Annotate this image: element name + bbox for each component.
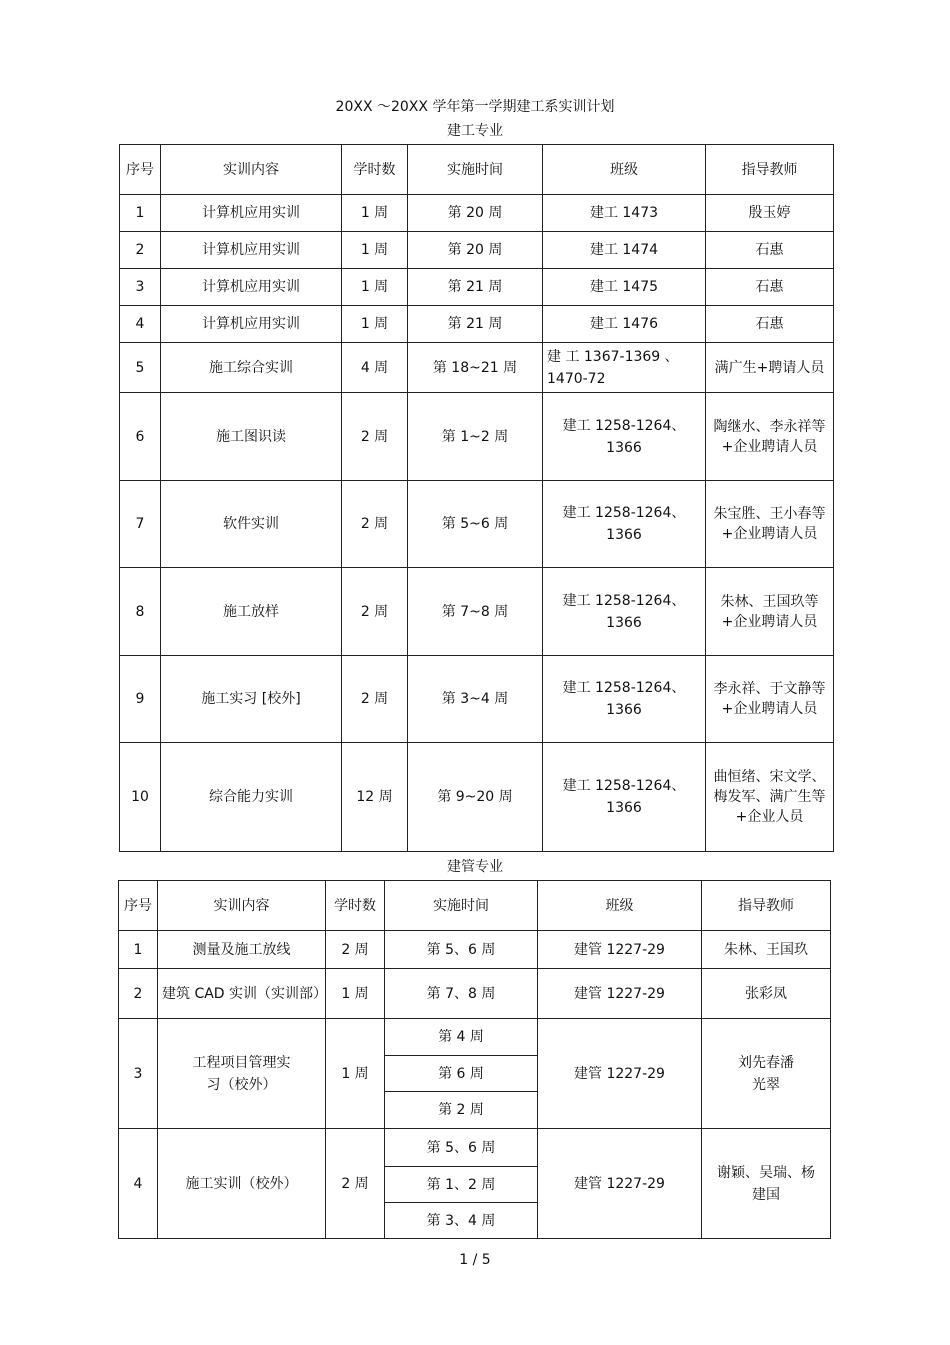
cell-teacher: 殷玉婷: [706, 195, 834, 232]
cell-time: 第 21 周: [408, 306, 543, 343]
cell-class: 建管 1227-29: [538, 1019, 702, 1129]
cell-teacher: 满广生+聘请人员: [706, 343, 834, 393]
table-row: [120, 568, 834, 656]
cell-content: 软件实训: [161, 481, 342, 568]
cell-teacher: 曲恒绪、宋文学、梅发军、满广生等+企业人员: [706, 743, 834, 852]
table-row: [120, 656, 834, 743]
table-row: [120, 306, 834, 343]
table-row: [120, 393, 834, 481]
cell-class: 建 工 1367-1369 、1470-72: [543, 343, 706, 393]
page-indicator: 1 / 5: [459, 1252, 491, 1268]
cell-class: 建工 1258-1264、1366: [543, 743, 706, 852]
table-row: [120, 269, 834, 306]
cell-content: 施工图识读: [161, 393, 342, 481]
table-row: [120, 743, 834, 852]
cell-teacher: 李永祥、于文静等+企业聘请人员: [706, 656, 834, 743]
cell-content: 综合能力实训: [161, 743, 342, 852]
header-cell: 序号: [120, 145, 161, 195]
table-row: [120, 481, 834, 568]
cell-class: 建工 1258-1264、1366: [543, 481, 706, 568]
header-cell: 实施时间: [385, 881, 538, 931]
table-row: [120, 343, 834, 393]
header-cell: 指导教师: [702, 881, 831, 931]
cell-teacher: 朱宝胜、王小春等+企业聘请人员: [706, 481, 834, 568]
cell-hours: 2 周: [342, 481, 408, 568]
cell-no: 5: [120, 343, 161, 393]
cell-no: 9: [120, 656, 161, 743]
training-table-jianguan: [118, 880, 831, 1239]
header-cell: 实训内容: [161, 145, 342, 195]
cell-hours: 2 周: [342, 568, 408, 656]
cell-no: 1: [120, 195, 161, 232]
cell-time: 第 6 周: [385, 1056, 538, 1092]
cell-no: 2: [120, 232, 161, 269]
cell-time: 第 5、6 周: [385, 931, 538, 969]
cell-class: 建管 1227-29: [538, 1129, 702, 1239]
cell-hours: 4 周: [342, 343, 408, 393]
training-table-jiangong: [119, 144, 834, 852]
table-row: [119, 1019, 831, 1056]
cell-content: 计算机应用实训: [161, 232, 342, 269]
cell-content: 测量及施工放线: [158, 931, 326, 969]
cell-class: 建工 1475: [543, 269, 706, 306]
cell-hours: 2 周: [342, 656, 408, 743]
cell-no: 2: [119, 969, 158, 1019]
cell-no: 6: [120, 393, 161, 481]
cell-teacher: 刘先春潘光翠: [702, 1019, 831, 1129]
header-cell: 班级: [543, 145, 706, 195]
table-row: [120, 195, 834, 232]
table-row: [119, 1129, 831, 1167]
cell-class: 建工 1258-1264、1366: [543, 393, 706, 481]
cell-content: 施工综合实训: [161, 343, 342, 393]
cell-content: 施工实习 [校外]: [161, 656, 342, 743]
header-cell: 序号: [119, 881, 158, 931]
cell-no: 10: [120, 743, 161, 852]
cell-teacher: 张彩凤: [702, 969, 831, 1019]
table-header-row: [120, 145, 834, 195]
cell-time: 第 7、8 周: [385, 969, 538, 1019]
page-title: 20XX ～20XX 学年第一学期建工系实训计划: [335, 99, 615, 115]
cell-time: 第 9~20 周: [408, 743, 543, 852]
cell-hours: 2 周: [326, 931, 385, 969]
table-row: [119, 969, 831, 1019]
cell-time: 第 1~2 周: [408, 393, 543, 481]
cell-time: 第 20 周: [408, 232, 543, 269]
header-cell: 学时数: [326, 881, 385, 931]
cell-no: 1: [119, 931, 158, 969]
cell-teacher: 石惠: [706, 269, 834, 306]
cell-time: 第 5~6 周: [408, 481, 543, 568]
cell-time: 第 21 周: [408, 269, 543, 306]
header-cell: 班级: [538, 881, 702, 931]
cell-hours: 1 周: [342, 269, 408, 306]
cell-hours: 2 周: [326, 1129, 385, 1239]
cell-time: 第 3、4 周: [385, 1203, 538, 1239]
cell-hours: 1 周: [342, 306, 408, 343]
cell-hours: 12 周: [342, 743, 408, 852]
cell-time: 第 5、6 周: [385, 1129, 538, 1167]
table-row: [119, 931, 831, 969]
cell-no: 3: [119, 1019, 158, 1129]
section-title-jianguan: 建管专业: [447, 859, 503, 875]
cell-hours: 1 周: [342, 195, 408, 232]
table-header-row: [119, 881, 831, 931]
cell-content: 建筑 CAD 实训（实训部）: [158, 969, 326, 1019]
cell-no: 4: [119, 1129, 158, 1239]
cell-time: 第 4 周: [385, 1019, 538, 1056]
cell-hours: 1 周: [342, 232, 408, 269]
cell-teacher: 石惠: [706, 232, 834, 269]
header-cell: 学时数: [342, 145, 408, 195]
cell-teacher: 石惠: [706, 306, 834, 343]
cell-class: 建工 1476: [543, 306, 706, 343]
cell-time: 第 7~8 周: [408, 568, 543, 656]
cell-class: 建工 1473: [543, 195, 706, 232]
cell-no: 8: [120, 568, 161, 656]
cell-no: 4: [120, 306, 161, 343]
cell-time: 第 3~4 周: [408, 656, 543, 743]
cell-class: 建工 1258-1264、1366: [543, 568, 706, 656]
cell-no: 7: [120, 481, 161, 568]
cell-content: 工程项目管理实习（校外）: [158, 1019, 326, 1129]
cell-class: 建工 1258-1264、1366: [543, 656, 706, 743]
header-cell: 实施时间: [408, 145, 543, 195]
cell-no: 3: [120, 269, 161, 306]
cell-time: 第 1、2 周: [385, 1167, 538, 1203]
cell-teacher: 谢颖、吴瑞、杨建国: [702, 1129, 831, 1239]
cell-teacher: 朱林、王国玖等+企业聘请人员: [706, 568, 834, 656]
cell-class: 建管 1227-29: [538, 969, 702, 1019]
cell-time: 第 2 周: [385, 1092, 538, 1129]
cell-content: 施工实训（校外）: [158, 1129, 326, 1239]
header-cell: 实训内容: [158, 881, 326, 931]
cell-content: 计算机应用实训: [161, 306, 342, 343]
cell-hours: 1 周: [326, 969, 385, 1019]
cell-teacher: 陶继水、李永祥等+企业聘请人员: [706, 393, 834, 481]
section-title-jiangong: 建工专业: [447, 123, 503, 139]
cell-content: 计算机应用实训: [161, 195, 342, 232]
cell-hours: 1 周: [326, 1019, 385, 1129]
cell-content: 施工放样: [161, 568, 342, 656]
header-cell: 指导教师: [706, 145, 834, 195]
table-row: [120, 232, 834, 269]
cell-class: 建工 1474: [543, 232, 706, 269]
cell-class: 建管 1227-29: [538, 931, 702, 969]
cell-time: 第 20 周: [408, 195, 543, 232]
cell-hours: 2 周: [342, 393, 408, 481]
cell-time: 第 18~21 周: [408, 343, 543, 393]
cell-content: 计算机应用实训: [161, 269, 342, 306]
cell-teacher: 朱林、王国玖: [702, 931, 831, 969]
